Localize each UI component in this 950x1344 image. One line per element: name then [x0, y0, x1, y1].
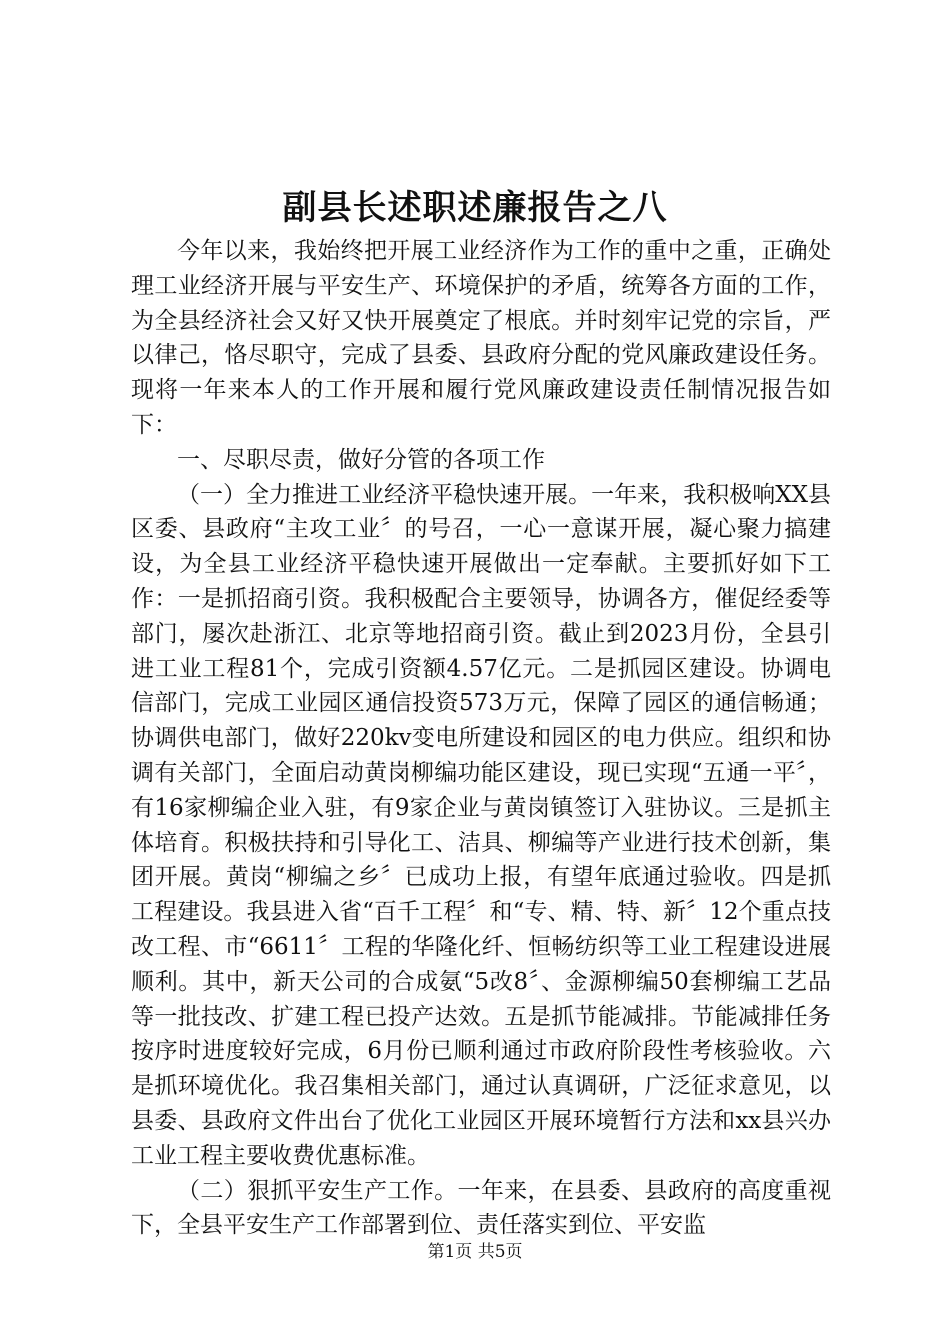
- document-body: [131, 234, 831, 1243]
- section-heading: 一、尽职尽责，做好分管的各项工作: [177, 446, 545, 473]
- document-title: 副县长述职述廉报告之八: [282, 188, 668, 228]
- intro-paragraph: 今年以来，我始终把开展工业经济作为工作的重中之重，正确处理工业经济开展与平安生产、环境保护的矛盾，统筹各方面的工作，为全县经济社会又好又快开展奠定了根底。并时刻牢记党的宗旨，严以律己，恪尽职守，完成了县委、县政府分配的党风廉政建设任务。现将一年来本人的工作开展和履行党风廉政建设责任制情况报告如下：: [131, 238, 831, 438]
- subsection-paragraph-2: （二）狠抓平安生产工作。一年来，在县委、县政府的高度重视下，全县平安生产工作部署到位、责任落实到位、平安监: [131, 1177, 831, 1239]
- page-number-footer: 第1页 共5页: [427, 1242, 523, 1262]
- subsection-paragraph-1: （一）全力推进工业经济平稳快速开展。一年来，我积极响XX县区委、县政府“主攻工业〞的号召，一心一意谋开展，凝心聚力搞建设，为全县工业经济平稳快速开展做出一定奉献。主要抓好如下工作：一是抓招商引资。我积极配合主要领导，协调各方，催促经委等部门，屡次赴浙江、北京等地招商引资。截止到2023月份，全县引进工业工程81个，完成引资额4.57亿元。二是抓园区建设。协调电信部门，完成工业园区通信投资573万元，保障了园区的通信畅通；协调供电部门，做好220kv变电所建设和园区的电力供应。组织和协调有关部门，全面启动黄岗柳编功能区建设，现已实现“五通一平〞，有16家柳编企业入驻，有9家企业与黄岗镇签订入驻协议。三是抓主体培育。积极扶持和引导化工、洁具、柳编等产业进行技术创新，集团开展。黄岗“柳编之乡〞已成功上报，有望年底通过验收。四是抓工程建设。我县进入省“百千工程〞和“专、精、特、新〞12个重点技改工程、市“6611〞工程的华隆化纤、恒畅纺织等工业工程建设进展顺利。其中，新天公司的合成氨“5改8〞、金源柳编50套柳编工艺品等一批技改、扩建工程已投产达效。五是抓节能减排。节能减排任务按序时进度较好完成，6月份已顺利通过市政府阶段性考核验收。六是抓环境优化。我召集相关部门，通过认真调研，广泛征求意见，以县委、县政府文件出台了优化工业园区开展环境暂行方法和xx县兴办工业工程主要收费优惠标准。: [131, 481, 831, 1169]
